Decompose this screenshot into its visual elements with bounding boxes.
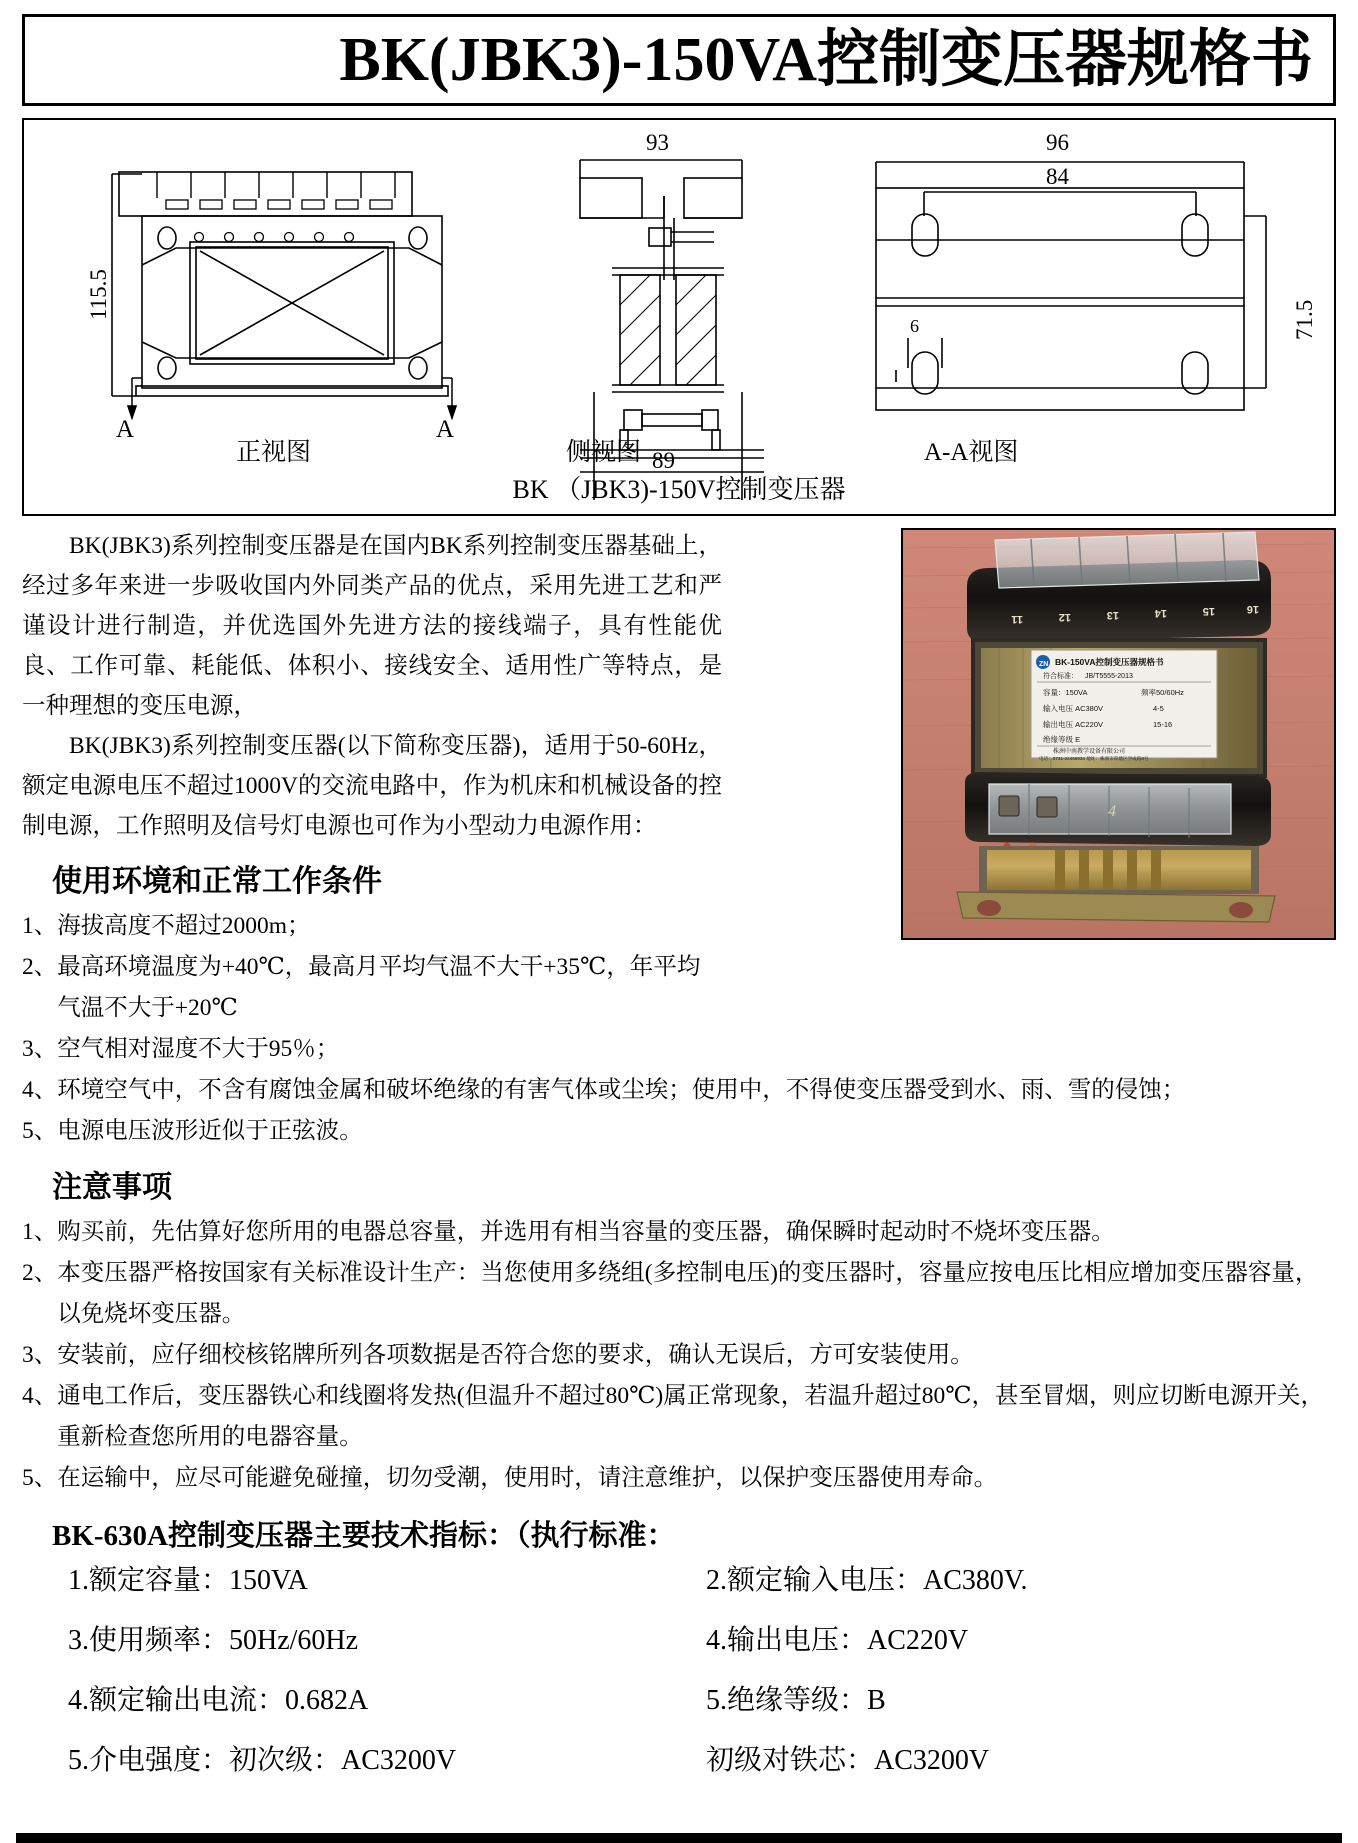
engineering-drawing-svg: [24, 120, 1342, 514]
item-text: 购买前，先估算好您所用的电器总容量，并选用有相当容量的变压器，确保瞬时起动时不烧坏变压器。: [57, 1219, 1115, 1245]
item-number: 1、: [22, 1219, 58, 1245]
page-bottom-rule: [16, 1833, 1342, 1843]
svg-text:14: 14: [1154, 607, 1167, 619]
svg-text:11: 11: [1011, 613, 1023, 625]
spec-cell-rated-output-current: 4.额定输出电流：0.682A: [68, 1685, 369, 1716]
spec-section-heading: BK-630A控制变压器主要技术指标：（执行标准：: [52, 1520, 676, 1552]
notice-section-heading: 注意事项: [52, 1171, 172, 1204]
spec-cell-output-voltage: 4.输出电压：AC220V: [706, 1625, 969, 1656]
item-number: 4、: [22, 1077, 58, 1103]
spec-grid: [68, 1558, 1336, 1778]
svg-text:容量：150VA: 容量：150VA: [1043, 688, 1088, 697]
list-item: [22, 1253, 1336, 1335]
svg-text:电话：0731-22466934 地址：株洲市荷塘区学: 电话：0731-22466934 地址：株洲市荷塘区学成路9号: [1039, 756, 1149, 761]
notice-list: [22, 1212, 1336, 1499]
spec-cell-rated-input-voltage: 2.额定输入电压：AC380V.: [706, 1565, 1028, 1596]
spec-cell-rated-capacity: 1.额定容量：150VA: [68, 1565, 308, 1596]
svg-text:输出电压 AC220V: 输出电压 AC220V: [1043, 720, 1104, 729]
list-item: [22, 1029, 1336, 1070]
item-number: 2、: [22, 954, 58, 980]
item-number: 5、: [22, 1465, 58, 1491]
dim-width-96: 96: [1046, 130, 1069, 155]
svg-text:15: 15: [1202, 605, 1215, 617]
item-text: 空气相对湿度不大于95％；: [57, 1036, 340, 1062]
spec-cell-dielectric-strength: 5.介电强度：初次级：AC3200V: [68, 1745, 457, 1776]
item-text: 在运输中，应尽可能避免碰撞，切勿受潮，使用时，请注意维护，以保护变压器使用寿命。: [57, 1465, 998, 1491]
svg-text:输入电压 AC380V: 输入电压 AC380V: [1043, 704, 1104, 713]
list-item: [22, 1335, 1336, 1376]
page-title: BK(JBK3)-150VA控制变压器规格书: [339, 26, 1313, 94]
svg-text:12: 12: [1058, 611, 1071, 623]
list-item: [22, 1458, 1336, 1499]
spec-cell-insulation-class: 5.绝缘等级：B: [706, 1685, 886, 1716]
item-number: 1、: [22, 913, 58, 939]
svg-text:13: 13: [1106, 609, 1119, 621]
dim-height-115-5: 115.5: [86, 269, 111, 320]
svg-text:绝缘等级 E: 绝缘等级 E: [1043, 735, 1081, 744]
item-number: 4、: [22, 1383, 58, 1409]
dim-section-height-71-5: 71.5: [1292, 299, 1317, 340]
environment-conditions-list-wide: [22, 1070, 1336, 1152]
product-photograph: [901, 528, 1336, 940]
section-mark-a-right: A: [436, 416, 455, 443]
drawing-canvas: [24, 120, 1334, 514]
item-number: 3、: [22, 1036, 58, 1062]
svg-text:BK-150VA控制变压器规格书: BK-150VA控制变压器规格书: [1055, 657, 1164, 667]
svg-text:15-16: 15-16: [1153, 720, 1173, 729]
svg-text:16: 16: [1246, 603, 1259, 615]
list-item: [22, 947, 1336, 1029]
list-item: [22, 1376, 1336, 1458]
item-text: 最高环境温度为+40℃，最高月平均气温不大干+35℃，年平均气温不大于+20℃: [57, 954, 701, 1021]
item-number: 5、: [22, 1118, 58, 1144]
document-title-box: [22, 14, 1336, 106]
item-number: 3、: [22, 1342, 58, 1368]
item-number: 2、: [22, 1260, 58, 1286]
section-view-caption: A-A视图: [924, 439, 1019, 466]
front-view-caption: 正视图: [236, 439, 312, 466]
drawing-product-caption: BK （JBK3)-150V控制变压器: [512, 475, 846, 504]
svg-text:ZN: ZN: [1039, 661, 1049, 668]
document-body: [22, 526, 1336, 1778]
item-text: 通电工作后，变压器铁心和线圈将发热(但温升不超过80℃)属正常现象，若温升超过80℃，甚至冒烟，则应切断电源开关，重新检查您所用的电器容量。: [57, 1383, 1324, 1450]
environment-section-heading: 使用环境和正常工作条件: [52, 865, 382, 898]
svg-text:4: 4: [1108, 803, 1116, 820]
svg-text:符合标准：: 符合标准：: [1043, 673, 1078, 680]
intro-paragraph-2: BK(JBK3)系列控制变压器(以下简称变压器)，适用于50-60Hz，额定电源电压不超过1000V的交流电路中，作为机床和机械设备的控制电源，工作照明及信号灯电源也可作为小型动力电源作用：: [22, 733, 722, 839]
transformer-photo-svg: [903, 530, 1334, 938]
svg-text:频率50/60Hz: 频率50/60Hz: [1141, 688, 1184, 697]
list-item: [22, 1111, 1336, 1152]
dim-slot-6: 6: [910, 316, 919, 336]
item-text: 本变压器严格按国家有关标准设计生产：当您使用多绕组(多控制电压)的变压器时，容量应按电压比相应增加变压器容量，以免烧坏变压器。: [57, 1260, 1319, 1327]
list-item: [22, 1212, 1336, 1253]
item-text: 电源电压波形近似于正弦波。: [57, 1118, 363, 1144]
section-mark-a-left: A: [116, 416, 135, 443]
intro-paragraph-1: BK(JBK3)系列控制变压器是在国内BK系列控制变压器基础上，经过多年来进一步吸收国内外同类产品的优点，采用先进工艺和严谨设计进行制造，并优选国外先进方法的接线端子，具有性能优良、工作可靠、耗能低、体积小、接线安全、适用性广等特点，是一种理想的变压电源，: [22, 533, 722, 719]
spec-cell-primary-to-core: 初级对铁芯：AC3200V: [706, 1745, 990, 1776]
dim-mount-84: 84: [1046, 164, 1069, 189]
dim-depth-93: 93: [646, 130, 669, 155]
svg-text:株洲中南教学设备有限公司: 株洲中南教学设备有限公司: [1053, 749, 1126, 755]
svg-text:JB/T5555-2013: JB/T5555-2013: [1085, 673, 1133, 680]
technical-drawing-panel: [22, 118, 1336, 516]
svg-text:4-5: 4-5: [1153, 704, 1164, 713]
spec-cell-frequency: 3.使用频率：50Hz/60Hz: [68, 1625, 359, 1656]
item-text: 环境空气中，不含有腐蚀金属和破坏绝缘的有害气体或尘埃；使用中，不得使变压器受到水、雨、雪的侵蚀；: [57, 1077, 1186, 1103]
list-item: [22, 1070, 1336, 1111]
side-view-caption: 侧视图: [566, 439, 642, 466]
intro-text-block: [22, 526, 722, 846]
item-text: 海拔高度不超过2000m；: [57, 913, 311, 939]
item-text: 安装前，应仔细校核铭牌所列各项数据是否符合您的要求，确认无误后，方可安装使用。: [57, 1342, 974, 1368]
dim-base-89: 89: [652, 448, 675, 473]
